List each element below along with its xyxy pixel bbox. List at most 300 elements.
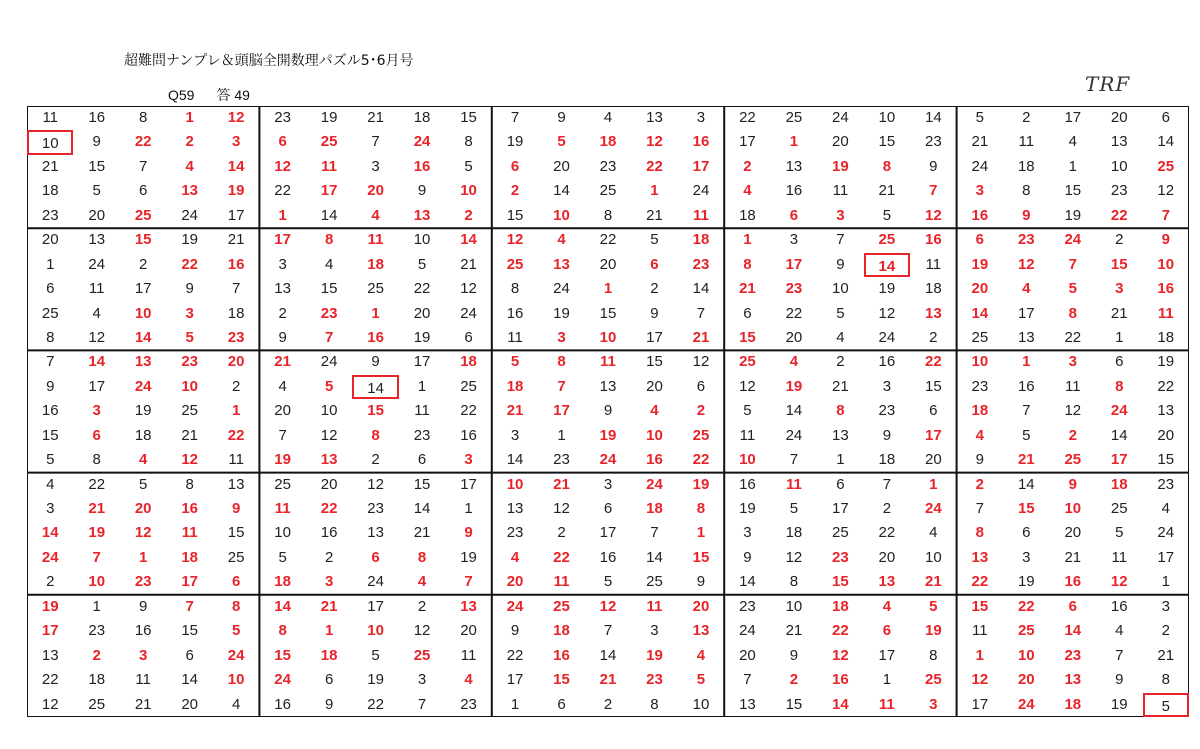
grid-cell: 3 [696,109,706,126]
grid-cell: 10 [134,304,152,322]
grid-cell: 23 [1110,182,1128,200]
grid-cell: 8 [836,402,845,420]
grid-cell: 22 [925,353,942,371]
grid-cell: 16 [506,304,524,322]
grid-cell: 7 [882,475,892,493]
grid-cell: 25 [320,133,338,151]
grid-cell: 4 [464,671,473,689]
grid-cell: 25 [274,475,291,493]
grid-cell: 24 [599,451,617,469]
grid-cell: 22 [692,451,710,469]
grid-cell: 11 [367,231,384,249]
grid-cell: 7 [324,328,334,346]
grid-cell: 11 [972,622,988,640]
grid-cell: 15 [1064,182,1082,200]
grid-cell: 11 [1111,548,1128,566]
grid-cell: 2 [789,671,799,689]
grid-cell: 5 [139,475,148,493]
grid-cell: 4 [603,109,613,126]
grid-cell: 6 [510,157,520,175]
grid-cell: 19 [1017,573,1035,591]
grid-cell: 4 [557,231,566,249]
grid-cell: 2 [510,182,520,200]
grid-cell: 21 [227,231,245,249]
grid-cell: 23 [878,402,896,420]
grid-cell: 9 [557,109,566,126]
grid-cell: 17 [1110,451,1128,469]
grid-cell: 13 [506,500,524,518]
grid-cell: 18 [227,304,245,322]
grid-cell: 23 [692,255,710,273]
grid-cell: 8 [1161,671,1170,689]
grid-cell: 4 [139,451,148,469]
grid-cell: 2 [1115,231,1124,249]
grid-cell: 13 [878,573,896,591]
grid-cell: 16 [971,206,989,224]
grid-cell: 11 [414,402,430,420]
grid-cell: 6 [650,255,659,273]
grid-cell: 1 [324,622,334,640]
grid-cell: 21 [1157,646,1175,664]
grid-cell: 11 [646,597,663,615]
grid-cell: 17 [88,377,106,395]
grid-cell: 13 [1110,133,1128,151]
grid-cell: 23 [1017,231,1035,249]
grid-cell: 8 [975,524,984,542]
grid-cell: 18 [692,231,710,249]
grid-cell: 1 [371,304,380,322]
grid-cell: 3 [650,622,659,640]
grid-cell: 11 [925,255,942,273]
grid-cell: 22 [1064,328,1082,346]
grid-cell: 6 [92,426,101,444]
grid-cell: 7 [836,231,845,249]
grid-cell: 20 [1064,524,1082,542]
grid-cell: 9 [743,548,752,566]
grid-cell: 8 [324,231,334,249]
grid-cell: 25 [739,353,756,371]
grid-cell: 12 [1110,573,1128,591]
grid-cell: 6 [929,402,938,420]
grid-cell: 10 [274,524,291,542]
grid-cell: 12 [692,353,710,371]
grid-cell: 6 [324,671,334,689]
grid-cell: 1 [510,695,520,713]
grid-cell: 6 [696,377,706,395]
grid-cell: 21 [460,255,477,273]
grid-cell: 14 [553,182,570,200]
grid-cell: 5 [231,622,241,640]
grid-cell: 1 [1115,328,1124,346]
grid-cell: 10 [227,671,245,689]
grid-cell: 19 [832,157,849,175]
grid-cell: 9 [1115,671,1124,689]
grid-cell: 19 [88,524,106,542]
grid-cell: 19 [367,671,384,689]
answer-label: 答 49 [216,87,250,103]
grid-cell: 23 [134,573,152,591]
grid-cell: 20 [320,475,338,493]
grid-cell: 10 [1017,646,1035,664]
grid-cell: 8 [417,548,427,566]
grid-cell: 1 [650,182,659,200]
grid-cell: 22 [646,157,663,175]
grid-cell: 12 [1064,402,1082,420]
grid-cell: 8 [92,451,101,469]
grid-cell: 9 [929,157,938,175]
grid-cell: 12 [320,426,338,444]
grid-cell: 10 [739,451,756,469]
grid-cell: 10 [646,426,663,444]
grid-cell: 19 [971,255,989,273]
grid-cell: 20 [925,451,942,469]
grid-cell: 1 [696,524,706,542]
grid-cell: 2 [417,597,427,615]
grid-cell: 23 [553,451,570,469]
grid-cell: 17 [506,671,524,689]
grid-cell: 19 [506,133,524,151]
puzzle-title: 超難問ナンプレ＆頭脳全開数理パズル5･6月号 [124,53,414,69]
grid-cell: 4 [92,304,101,322]
grid-cell: 1 [1022,353,1031,371]
grid-cell: 1 [929,475,938,493]
grid-cell: 16 [1064,573,1082,591]
grid-cell: 17 [1157,548,1175,566]
grid-cell: 11 [88,280,105,298]
grid-cell: 15 [692,548,710,566]
grid-cell: 22 [599,231,617,249]
grid-cell: 1 [231,402,241,420]
grid-cell: 5 [557,133,566,151]
grid-cell: 20 [134,500,152,518]
grid-cell: 2 [371,451,380,469]
number-grid [27,106,1189,717]
grid-cell: 3 [975,182,984,200]
grid-cell: 14 [925,109,942,126]
grid-cell: 6 [789,206,799,224]
grid-cell: 14 [134,328,152,346]
grid-cell: 13 [367,524,384,542]
grid-cell: 14 [88,353,106,371]
grid-cell: 12 [134,524,152,542]
grid-cell: 13 [692,622,710,640]
grid-cell: 19 [1064,206,1082,224]
grid-cell: 1 [139,548,148,566]
grid-cell: 3 [836,206,845,224]
grid-cell: 4 [185,157,194,175]
grid-cell: 10 [181,377,199,395]
grid-cell: 21 [739,280,756,298]
grid-cell: 21 [274,353,291,371]
grid-cell: 15 [88,157,106,175]
grid-cell: 24 [553,280,570,298]
grid-cell: 8 [789,573,799,591]
grid-cell: 24 [1064,231,1082,249]
grid-cell: 25 [506,255,524,273]
grid-cell: 14 [1157,133,1175,151]
grid-cell: 25 [599,182,617,200]
grid-cell: 21 [1017,451,1035,469]
grid-cell: 7 [231,280,241,298]
grid-cell: 6 [975,231,984,249]
grid-cell: 12 [506,231,524,249]
grid-cell: 1 [975,646,984,664]
grid-cell: 1 [92,597,101,615]
grid-cell: 7 [557,377,566,395]
grid-cell: 11 [693,206,709,224]
grid-cell: 19 [739,500,756,518]
grid-cell: 18 [971,402,989,420]
signature: TRF [1085,72,1131,96]
grid-cell: 25 [1157,157,1175,175]
grid-cell: 8 [929,646,938,664]
grid-cell: 25 [227,548,245,566]
grid-cell: 22 [181,255,199,273]
grid-cell: 14 [41,524,59,542]
grid-cell: 10 [553,206,570,224]
grid-cell: 17 [692,157,710,175]
grid-cell: 22 [227,426,245,444]
grid-cell: 23 [460,695,477,713]
grid-cell: 6 [278,133,287,151]
grid-cell: 2 [92,646,101,664]
grid-cell: 16 [785,182,803,200]
grid-cell: 25 [925,671,942,689]
grid-cell: 23 [925,133,942,151]
grid-cell: 1 [278,206,287,224]
grid-cell: 3 [1115,280,1124,298]
grid-cell: 17 [646,328,663,346]
grid-cell: 2 [650,280,659,298]
grid-cell: 9 [650,304,659,322]
grid-cell: 15 [739,328,756,346]
grid-cell: 21 [832,377,849,395]
grid-cell: 3 [324,573,334,591]
grid-cells [27,106,1189,717]
grid-cell: 25 [134,206,152,224]
grid-cell: 18 [785,524,803,542]
grid-cell: 19 [134,402,152,420]
grid-cell: 10 [1064,500,1082,518]
grid-cell: 6 [1068,597,1077,615]
grid-cell: 11 [460,646,477,664]
grid-cell: 18 [1064,695,1082,713]
grid-cell: 15 [134,231,152,249]
grid-cell: 5 [882,206,892,224]
grid-cell: 15 [832,573,849,591]
grid-cell: 21 [692,328,710,346]
grid-cell: 3 [46,500,55,518]
grid-cell: 8 [1022,182,1031,200]
grid-cell: 14 [785,402,803,420]
grid-cell: 3 [743,524,752,542]
grid-cell: 8 [510,280,520,298]
grid-cell: 4 [371,206,380,224]
grid-cell-highlighted: 10 [27,130,73,154]
grid-cell: 17 [832,500,849,518]
grid-cell: 9 [371,353,380,371]
grid-cell: 20 [971,280,989,298]
grid-cell: 7 [1115,646,1124,664]
grid-cell: 19 [878,280,896,298]
grid-cell: 9 [696,573,706,591]
grid-cell: 24 [367,573,384,591]
grid-cell: 14 [181,671,199,689]
grid-cell: 5 [789,500,799,518]
grid-cell: 16 [692,133,710,151]
grid-cell: 11 [553,573,570,591]
grid-cell: 1 [1068,157,1077,175]
grid-cell: 10 [878,109,896,126]
grid-cell: 25 [1110,500,1128,518]
grid-cell: 2 [836,353,845,371]
grid-cell: 19 [646,646,663,664]
grid-cell: 9 [46,377,55,395]
grid-cell: 3 [510,426,520,444]
grid-cell: 3 [1068,353,1077,371]
grid-cell: 5 [278,548,287,566]
grid-cell: 12 [88,328,106,346]
grid-cell: 3 [371,157,380,175]
grid-cell: 13 [785,157,803,175]
grid-cell: 23 [739,597,756,615]
grid-cell: 2 [185,133,194,151]
grid-cell: 18 [41,182,59,200]
grid-cell: 7 [789,451,799,469]
grid-cell: 25 [878,231,896,249]
grid-cell: 3 [278,255,287,273]
grid-cell: 4 [975,426,984,444]
grid-cell: 9 [278,328,287,346]
grid-cell: 13 [925,304,942,322]
grid-cell: 14 [1064,622,1082,640]
grid-cell: 24 [739,622,756,640]
grid-cell: 12 [646,133,663,151]
grid-cell: 22 [134,133,152,151]
grid-cell: 19 [553,304,570,322]
grid-cell: 8 [557,353,566,371]
grid-cell: 5 [510,353,520,371]
grid-cell: 25 [181,402,199,420]
grid-cell: 19 [599,426,617,444]
grid-cell: 25 [832,524,849,542]
grid-cell: 23 [413,426,431,444]
grid-cell: 16 [646,451,663,469]
grid-cell: 24 [646,475,663,493]
grid-cell: 24 [878,328,896,346]
grid-cell: 12 [878,304,896,322]
grid-cell: 4 [1161,500,1170,518]
grid-cell: 21 [1110,304,1128,322]
grid-cell: 9 [139,597,148,615]
grid-cell: 19 [227,182,245,200]
grid-cell: 4 [1115,622,1124,640]
grid-cell: 18 [599,133,617,151]
grid-cell: 23 [1157,475,1175,493]
grid-cell: 15 [181,622,199,640]
grid-cell: 6 [185,646,194,664]
grid-cell: 25 [785,109,803,126]
grid-cell: 11 [507,328,523,346]
grid-cell: 11 [1157,304,1174,322]
grid-cell: 20 [413,304,431,322]
grid-cell: 23 [646,671,663,689]
grid-cell: 16 [553,646,570,664]
grid-cell: 24 [1017,695,1035,713]
grid-cell: 18 [181,548,199,566]
grid-cell: 23 [227,328,245,346]
grid-cell: 8 [464,133,473,151]
grid-cell: 16 [878,353,896,371]
grid-cell: 11 [832,182,849,200]
grid-cell: 10 [599,328,617,346]
grid-cell: 7 [371,133,380,151]
grid-cell: 18 [367,255,384,273]
grid-cell: 8 [139,109,148,126]
grid-cell: 10 [785,597,803,615]
grid-cell: 4 [46,475,55,493]
grid-cell: 11 [878,695,895,713]
grid-cell: 6 [603,500,613,518]
grid-cell: 12 [553,500,570,518]
grid-cell: 10 [925,548,942,566]
grid-cell: 3 [139,646,148,664]
grid-cell: 13 [1157,402,1175,420]
grid-cell: 16 [274,695,291,713]
grid-cell: 10 [460,182,477,200]
grid-cell: 4 [324,255,334,273]
grid-cell: 16 [134,622,152,640]
grid-cell: 21 [367,109,384,126]
grid-cell: 13 [1064,671,1082,689]
grid-cell: 22 [41,671,59,689]
grid-cell: 16 [460,426,477,444]
grid-cell: 4 [743,182,752,200]
grid-cell: 4 [836,328,845,346]
grid-cell: 22 [785,304,803,322]
grid-cell: 21 [181,426,199,444]
grid-cell: 20 [367,182,384,200]
grid-cell: 24 [1110,402,1128,420]
grid-cell: 5 [464,157,473,175]
grid-cell: 23 [1064,646,1082,664]
grid-cell: 6 [139,182,148,200]
grid-cell: 19 [41,597,59,615]
grid-cell: 5 [743,402,752,420]
grid-cell: 17 [367,597,384,615]
grid-cell: 4 [696,646,706,664]
grid-cell: 9 [417,182,427,200]
grid-cell: 7 [743,671,752,689]
grid-cell: 24 [925,500,942,518]
grid-cell: 1 [464,500,473,518]
grid-cell: 17 [599,524,617,542]
grid-cell: 20 [1110,109,1128,126]
grid-cell: 5 [92,182,101,200]
grid-cell: 19 [1157,353,1175,371]
grid-cell: 18 [925,280,942,298]
grid-cell: 14 [413,500,431,518]
grid-cell: 17 [1017,304,1035,322]
grid-cell: 13 [739,695,756,713]
grid-cell: 16 [41,402,59,420]
grid-cell: 19 [1110,695,1128,713]
grid-cell: 22 [274,182,291,200]
grid-cell: 23 [367,500,384,518]
grid-cell: 15 [320,280,338,298]
grid-cell: 17 [41,622,59,640]
grid-cell: 20 [1157,426,1175,444]
